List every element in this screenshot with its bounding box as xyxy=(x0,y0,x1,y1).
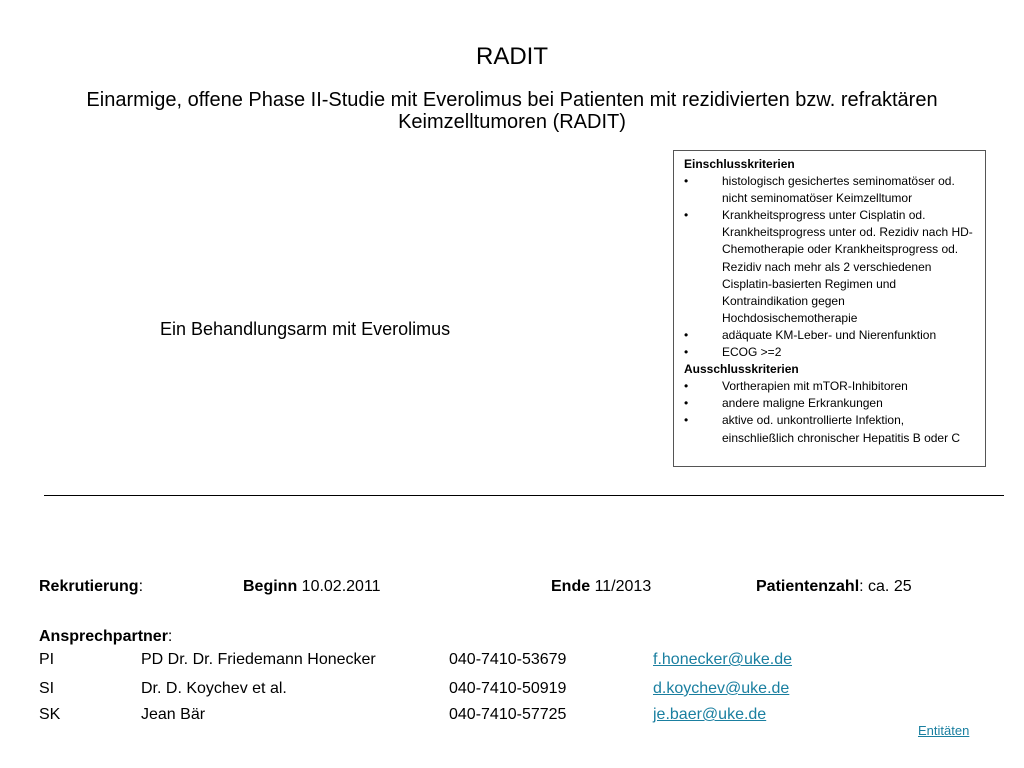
contact-phone: 040-7410-53679 xyxy=(449,651,567,668)
treatment-arm-text: Ein Behandlungsarm mit Everolimus xyxy=(160,319,451,339)
patient-count-field xyxy=(756,578,912,596)
contact-name: Jean Bär xyxy=(141,706,206,723)
end-label: Ende xyxy=(551,578,591,595)
exclusion-criterion xyxy=(684,412,979,446)
start-label: Beginn xyxy=(243,578,298,595)
contact-row-sk xyxy=(0,706,1024,728)
criteria-box xyxy=(673,150,986,467)
bullet-icon: • xyxy=(684,345,689,360)
contacts-heading xyxy=(39,628,172,646)
exclusion-criterion xyxy=(684,395,979,412)
contact-name: Dr. D. Koychev et al. xyxy=(141,680,287,697)
start-value: 10.02.2011 xyxy=(297,578,381,595)
start-field xyxy=(243,578,381,596)
contact-phone: 040-7410-50919 xyxy=(449,680,567,697)
contact-role: SK xyxy=(39,706,61,723)
exclusion-criterion xyxy=(684,378,979,395)
contact-row-pi xyxy=(0,651,1024,673)
bullet-icon: • xyxy=(684,413,689,428)
contacts-heading-colon: : xyxy=(167,628,173,645)
contact-name: PD Dr. Dr. Friedemann Honecker xyxy=(141,651,376,668)
criterion-text: histologisch gesichertes seminomatöser od. nicht seminomatöser Keimzelltumor xyxy=(722,174,955,206)
end-field xyxy=(551,578,651,596)
bullet-icon: • xyxy=(684,327,689,342)
bullet-icon: • xyxy=(684,396,689,411)
contact-phone: 040-7410-57725 xyxy=(449,706,567,723)
contact-email-link[interactable]: je.baer@uke.de xyxy=(653,706,767,723)
criterion-text: Vortherapien mit mTOR-Inhibitoren xyxy=(722,379,908,394)
criterion-text: Krankheitsprogress unter Cisplatin od. Krankheitsprogress unter od. Rezidiv nach HD-Chemotherapie oder Krankheitsprogress od. Rezidiv nach mehr als 2 verschiedenen Cisplatin-basierten Regimen und Kontraindikation gegen Hochdosischemotherapie xyxy=(722,208,973,325)
bullet-icon: • xyxy=(684,208,689,223)
study-subtitle: Einarmige, offene Phase II-Studie mit Everolimus bei Patienten mit rezidivierten bzw. refraktären Keimzelltumoren (RADIT) xyxy=(86,89,938,133)
inclusion-criterion xyxy=(684,173,979,207)
end-value: 11/2013 xyxy=(590,578,652,595)
exclusion-list xyxy=(684,378,979,446)
contact-row-si xyxy=(0,680,1024,702)
inclusion-criterion xyxy=(684,207,979,327)
recruitment-field xyxy=(39,578,143,596)
inclusion-heading: Einschlusskriterien xyxy=(684,157,795,171)
contact-role: SI xyxy=(39,680,55,697)
divider-line xyxy=(44,495,1004,496)
bullet-icon: • xyxy=(684,379,689,394)
contact-email-link[interactable]: d.koychev@uke.de xyxy=(653,680,790,697)
criterion-text: ECOG >=2 xyxy=(722,345,782,360)
recruitment-colon: : xyxy=(138,578,144,595)
criterion-text: aktive od. unkontrollierte Infektion, einschließlich chronischer Hepatitis B oder C xyxy=(722,413,961,445)
inclusion-criterion xyxy=(684,327,979,344)
criterion-text: adäquate KM-Leber- und Nierenfunktion xyxy=(722,327,937,342)
recruitment-label: Rekrutierung xyxy=(39,578,139,595)
patient-count-label: Patientenzahl xyxy=(756,578,860,595)
contact-role: PI xyxy=(39,651,55,668)
contacts-heading-label: Ansprechpartner xyxy=(39,628,168,645)
contact-email-link[interactable]: f.honecker@uke.de xyxy=(653,651,792,668)
exclusion-heading: Ausschlusskriterien xyxy=(684,362,799,377)
patient-count-value: : ca. 25 xyxy=(859,578,912,595)
bullet-icon: • xyxy=(684,174,689,189)
page-title: RADIT xyxy=(476,43,548,70)
entities-link[interactable]: Entitäten xyxy=(918,723,970,738)
inclusion-criterion xyxy=(684,344,979,361)
inclusion-list xyxy=(684,173,979,361)
criterion-text: andere maligne Erkrankungen xyxy=(722,396,883,411)
